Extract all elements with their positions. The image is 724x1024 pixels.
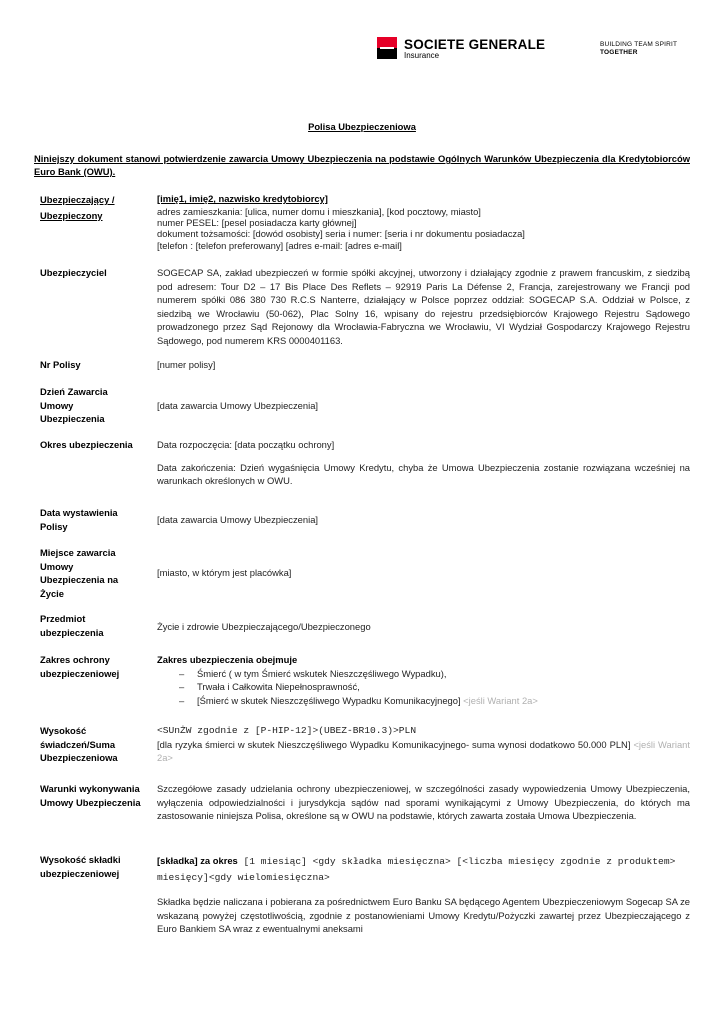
insured-id-document: dokument tożsamości: [dowód osobisty] seria i numer: [seria i nr dokumentu posiadacza] [157,228,525,240]
insured-name: [imię1, imię2, nazwisko kredytobiorcy] [157,193,328,204]
list-item: – Śmierć ( w tym Śmierć wskutek Nieszczęśliwego Wypadku), [157,667,690,681]
intro-paragraph: Niniejszy dokument stanowi potwierdzenie zawarcia Umowy Ubezpieczenia na podstawie Ogólnych Warunków Ubezpieczenia dla Kredytobiorców Euro Bank (OWU). [34,153,690,177]
premium-amount: [składka] za okres [1 miesiąc] <gdy składka miesięczna> [<liczba miesięcy zgodnie z produktem> miesięcy]<gdy wielomiesięczna> [157,855,676,883]
subject-value: Życie i zdrowie Ubezpieczającego/Ubezpieczonego [157,621,371,632]
insured-address: adres zamieszkania: [ulica, numer domu i mieszkania], [kod pocztowy, miasto] [157,206,481,217]
benefit-value [157,724,690,765]
place-value: [miasto, w którym jest placówka] [157,567,292,578]
section-label: Nr Polisy [40,359,81,370]
tagline-line-1: BUILDING TEAM SPIRIT [600,41,678,48]
section-label: Dzień Zawarcia Umowy Ubezpieczenia [40,386,108,425]
coverage-list [157,667,690,708]
policy-number-value: [numer polisy] [157,359,216,370]
insured-contact: [telefon : [telefon preferowany] [adres e-mail: [adres e-mail] [157,239,402,251]
period-start: Data rozpoczęcia: [data początku ochrony] [157,439,335,450]
list-item: – [Śmierć w skutek Nieszczęśliwego Wypadku Komunikacyjnego] <jeśli Wariant 2a> [157,694,690,708]
brand-name: SOCIETE GENERALE [404,37,546,52]
brand-sub: Insurance [404,51,440,60]
section-label: Ubezpieczyciel [40,267,107,278]
tagline-line-2: TOGETHER [600,49,638,56]
section-label: Ubezpieczający / Ubezpieczony [40,194,115,221]
societe-generale-logo-icon [377,37,397,59]
period-end: Data zakończenia: Dzień wygaśnięcia Umowy Kredytu, chyba że Umowa Ubezpieczenia zostanie rozwiązana wcześniej na warunkach określonych w OWU. [157,461,690,487]
period-value [157,438,690,488]
section-label: Miejsce zawarcia Umowy Ubezpieczenia na Życie [40,547,119,599]
section-label: Data wystawienia Polisy [40,507,118,532]
section-label: Przedmiot ubezpieczenia [40,613,104,638]
section-label: Warunki wykonywania Umowy Ubezpieczenia [40,783,141,808]
benefit-sum: <SUnŻW zgodnie z [P-HIP-12]>(UBEZ-BR10.3)>PLN [157,725,417,736]
terms-text: Szczegółowe zasady udzielania ochrony ubezpieczeniowej, w szczególności zasady wypowiedzenia Umowy Ubezpieczenia, wyłączenia odpowiedzialności i jurysdykcja sądów nad sporami wynikającymi z Umowy Ubezpieczenia, do których ma zastosowanie niniejsza Polisa, określone są w OWU na podstawie, których zawarta została Umowa Ubezpieczenia. [157,783,690,822]
variant-note: <jeśli Wariant 2a> [157,738,690,764]
insured-pesel: numer PESEL: [pesel posiadacza karty głównej] [157,217,357,229]
section-value [157,192,690,251]
section-label: Zakres ochrony ubezpieczeniowej [40,654,120,679]
variant-note: <jeśli Wariant 2a> [463,694,538,706]
benefit-note: [dla ryzyka śmierci w skutek Nieszczęśliwego Wypadku Komunikacyjnego- suma wynosi dodatkowo 50.000 PLN] <jeśli Wariant 2a> [157,738,690,764]
conclusion-date-value: [data zawarcia Umowy Ubezpieczenia] [157,400,319,411]
section-label: Wysokość świadczeń/Suma Ubezpieczeniowa [40,725,118,764]
section-label: Okres ubezpieczenia [40,439,133,450]
insurer-text: SOGECAP SA, zakład ubezpieczeń w formie spółki akcyjnej, utworzony i działający zgodnie z prawem francuskim, z siedzibą pod adresem: Tour D2 – 17 Bis Place Des Reflets – 92919 Paris La Défense 2, Francja, zarejestrowany we Francji pod numerem spółki 086 380 730 R.C.S Nanterre, działający w Polsce poprzez oddział: SOGECAP S.A. Oddział w Polsce, z siedzibą we Wrocławiu (50-062), Plac Solny 16, wpisany do rejestru przedsiębiorców Krajowego Rejestru Sądowego prowadzonego przez Sąd Rejonowy dla Wrocławia-Fabryczna we Wrocławiu, VI Wydział Gospodarczy Krajowego Rejestru Sądowego, pod numerem KRS 0000401163. [157,267,690,346]
list-item: – Trwała i Całkowita Niepełnosprawność, [157,680,690,694]
premium-value [157,853,690,936]
premium-text: Składka będzie naliczana i pobierana za pośrednictwem Euro Banku SA będącego Agentem Ubezpieczeniowym Sogecap SA ze wskazaną powyżej częstotliwością, zgodnie z postanowieniami Umowy Kredytu/Pożyczki zawartej przez Ubezpieczającego z Euro Bankiem SA wraz z ewentualnymi aneksami [157,896,690,935]
scope-value [157,653,690,707]
scope-heading: Zakres ubezpieczenia obejmuje [157,654,298,665]
issue-date-value: [data zawarcia Umowy Ubezpieczenia] [157,514,319,525]
section-label: Wysokość składki ubezpieczeniowej [40,854,121,879]
tagline [600,41,677,57]
document-title: Polisa Ubezpieczeniowa [308,121,416,132]
